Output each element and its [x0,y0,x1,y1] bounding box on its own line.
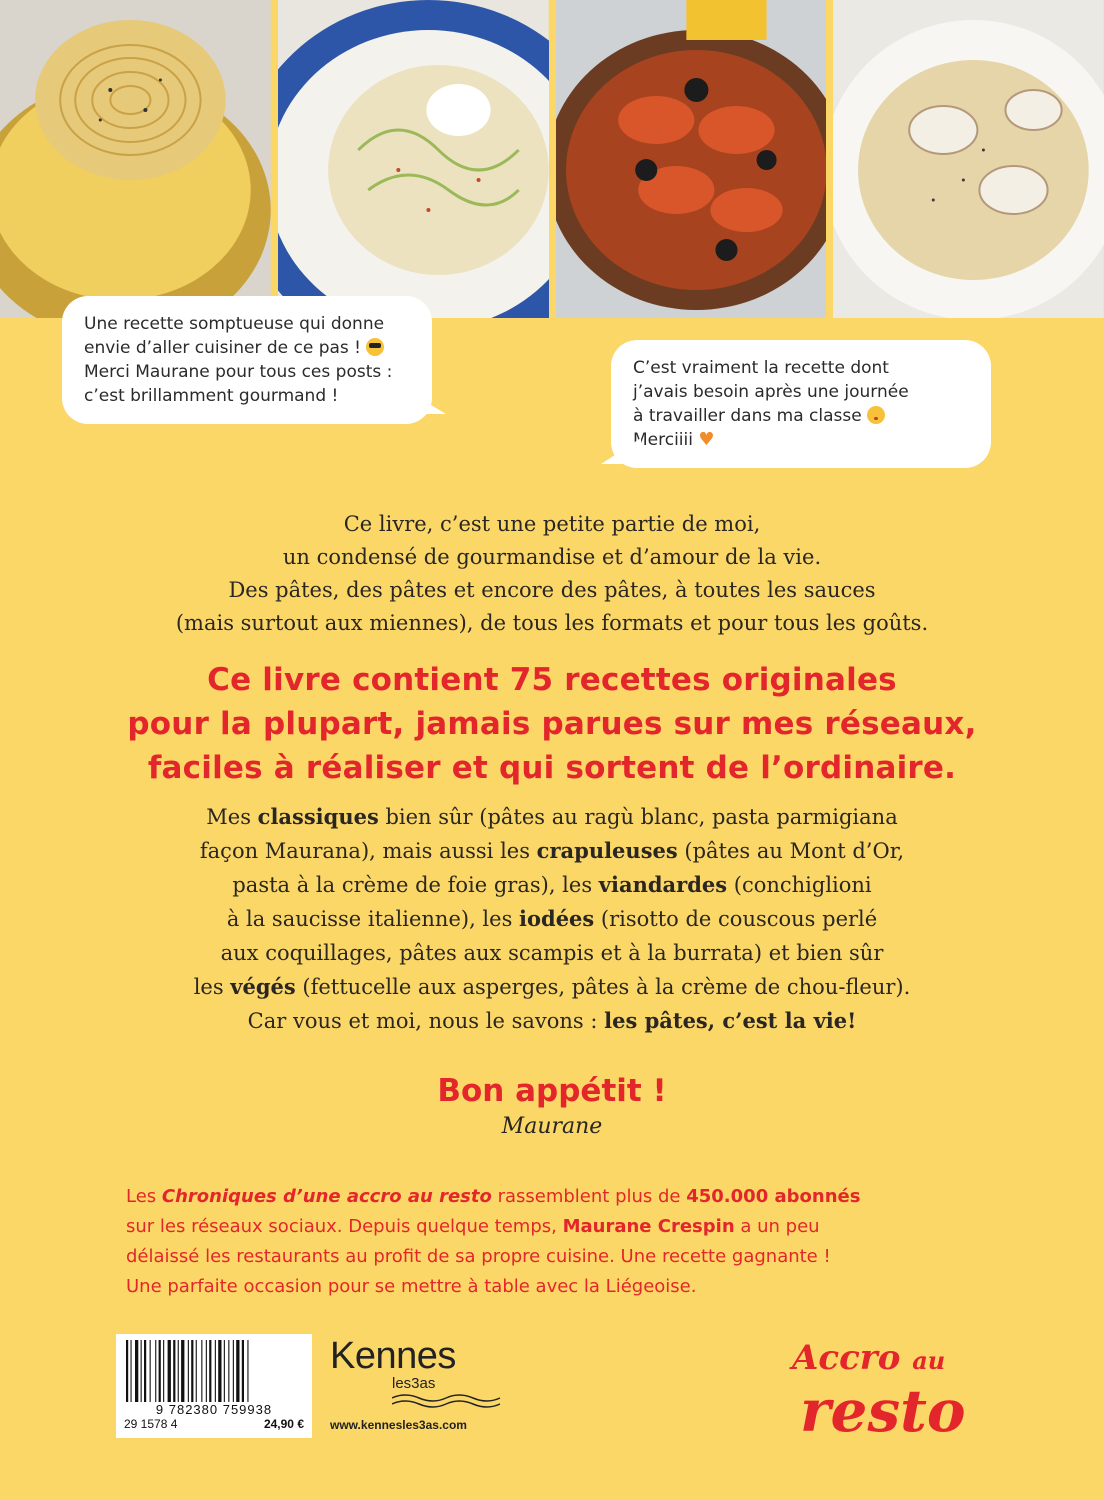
isbn-number: 9 782380 759938 [155,1402,273,1417]
barcode [116,1334,312,1438]
author-signature: Maurane [501,1114,603,1139]
comment-line: c’est brillamment gourmand ! [84,386,339,406]
comment-line: Une recette somptueuse qui donne [84,314,385,334]
barcode-bar [178,1340,179,1402]
comment-bubble-right [611,340,991,468]
accro-au-resto-logo [792,1338,1028,1448]
publisher-url: www.kennesles3as.com [330,1418,467,1432]
barcode-bar [126,1340,128,1402]
greeting: Bon appétit ! [437,1073,667,1109]
bubble-tail [601,438,641,464]
intro-text [60,508,1044,640]
barcode-bar [191,1340,193,1402]
body-line: aux coquillages, pâtes aux scampis et à la burrata) et bien sûr [220,941,884,965]
about-line: délaissé les restaurants au profit de sa propre cuisine. Une recette gagnante ! [126,1246,831,1267]
sunglasses-emoji-icon [366,338,384,356]
barcode-bar [247,1340,248,1402]
comment-line: j’avais besoin après une journée [633,382,909,402]
barcode-bar [236,1340,239,1402]
about-line: sur les réseaux sociaux. Depuis quelque temps, Maurane Crespin a un peu [126,1216,820,1237]
orange-heart-icon: ♥ [698,429,715,450]
barcode-bar [141,1340,142,1402]
spaghetti-zucchini-burrata-photo [278,0,549,318]
comment-line: envie d’aller cuisiner de ce pas ! [84,336,410,360]
comment-line: Merciiii ♥ [633,429,715,450]
barcode-bar [155,1340,156,1402]
barcode-bar [131,1340,132,1402]
barcode-bar [228,1340,229,1402]
kissing-face-emoji-icon [867,406,885,424]
body-line: façon Maurana), mais aussi les crapuleuses (pâtes au Mont d’Or, [199,838,905,863]
recipes-description [60,800,1044,1038]
highlight-line: faciles à réaliser et qui sortent de l’ordinaire. [147,750,957,786]
highlight-line: pour la plupart, jamais parues sur mes réseaux, [127,706,977,742]
body-line: pasta à la crème de foie gras), les viandardes (conchiglioni [232,872,872,897]
intro-line: Des pâtes, des pâtes et encore des pâtes, à toutes les sauces [228,578,876,602]
about-line: Une parfaite occasion pour se mettre à table avec la Liégeoise. [126,1276,697,1297]
highlight-text [60,658,1044,790]
barcode-bar [163,1340,164,1402]
spaghetti-cheese-wheel-photo [0,0,271,318]
highlight-line: Ce livre contient 75 recettes originales [207,662,897,698]
body-line: à la saucisse italienne), les iodées (risotto de couscous perlé [226,906,878,931]
barcode-bar [224,1340,225,1402]
barcode-bar [233,1340,234,1402]
product-code: 29 1578 4 [124,1417,178,1431]
body-line: Car vous et moi, nous le savons : les pâtes, c’est la vie! [247,1008,857,1033]
barcode-bar [188,1340,189,1402]
barcode-bar [168,1340,171,1402]
barcode-bar [159,1340,161,1402]
barcode-bars [124,1340,304,1402]
barcode-bar [173,1340,175,1402]
barcode-bar [196,1340,197,1402]
comment-bubble-left [62,296,432,424]
barcode-bar [218,1340,221,1402]
barcode-bar [206,1340,207,1402]
brand-line-top: Accro au [792,1338,946,1378]
barcode-bar [144,1340,146,1402]
barcode-bar [150,1340,151,1402]
intro-line: Ce livre, c’est une petite partie de moi, [343,512,761,536]
comment-line: Merci Maurane pour tous ces posts : [84,362,393,382]
photo-strip [0,0,1104,318]
barcode-footer [124,1417,304,1431]
body-line: Mes classiques bien sûr (pâtes au ragù blanc, pasta parmigiana [206,804,898,829]
waves-icon [392,1393,510,1412]
publisher-logo [330,1336,510,1432]
barcode-bar [209,1340,211,1402]
publisher-imprint: les3as [392,1375,436,1392]
barcode-bar [181,1340,184,1402]
body-line: les végés (fettucelle aux asperges, pâtes à la crème de chou-fleur). [193,974,911,999]
barcode-bar [215,1340,216,1402]
pasta-mushroom-cream-photo [833,0,1104,318]
about-line: Les Chroniques d’une accro au resto rassemblent plus de 450.000 abonnés [126,1186,861,1207]
barcode-bar [135,1340,138,1402]
signoff [60,1070,1044,1142]
comment-line: C’est vraiment la recette dont [633,358,889,378]
intro-line: (mais surtout aux miennes), de tous les formats et pour tous les goûts. [175,611,929,635]
barcode-bar [242,1340,244,1402]
about-author [126,1182,996,1302]
publisher-name: Kennes [330,1335,456,1377]
bubble-tail [406,390,446,414]
baked-conchiglioni-photo [556,0,827,318]
brand-line-bottom: resto [800,1377,966,1445]
intro-line: un condensé de gourmandise et d’amour de la vie. [282,545,822,569]
price: 24,90 € [263,1417,304,1431]
comment-line: à travailler dans ma classe [633,404,969,428]
barcode-bar [201,1340,202,1402]
